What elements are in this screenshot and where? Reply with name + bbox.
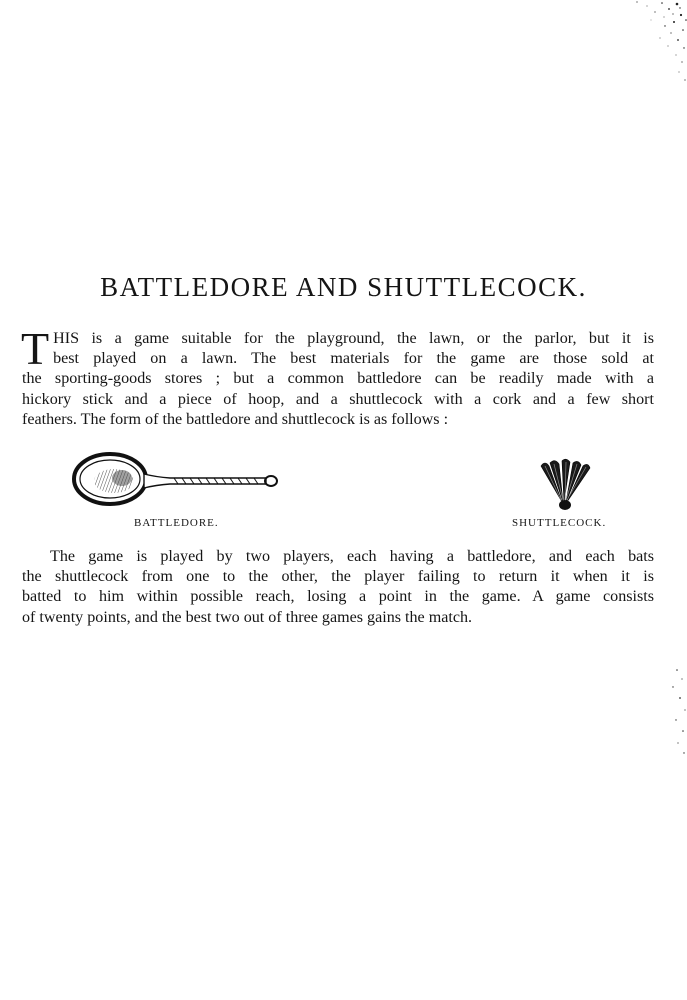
- rules-line: the shuttlecock from one to the other, the player failing to return it when it is: [22, 568, 654, 586]
- rules-paragraph: [22, 547, 654, 628]
- intro-line: the sporting-goods stores ; but a common battledore can be readily made with a: [22, 370, 654, 388]
- intro-line: HIS is a game suitable for the playground, the lawn, or the parlor, but it is: [53, 330, 654, 347]
- speckle-noise: [647, 665, 687, 760]
- intro-line: best played on a lawn. The best materials for the game are those sold at: [53, 350, 654, 368]
- intro-line: feathers. The form of the battledore and shuttlecock is as follows :: [22, 410, 449, 428]
- intro-line: hickory stick and a piece of hoop, and a shuttlecock with a cork and a few short: [22, 390, 654, 408]
- rules-line: of twenty points, and the best two out of three games gains the match.: [22, 608, 473, 626]
- page-title: BATTLEDORE AND SHUTTLECOCK.: [100, 272, 587, 302]
- intro-paragraph: [21, 323, 654, 430]
- shuttlecock-illustration: [535, 458, 595, 512]
- battledore-caption: BATTLEDORE.: [134, 517, 219, 529]
- drop-cap: T: [21, 323, 50, 374]
- rules-line: batted to him within possible reach, losing a point in the game. A game consists: [22, 588, 654, 606]
- rules-line: The game is played by two players, each having a battledore, and each bats: [50, 548, 654, 565]
- shuttlecock-caption: SHUTTLECOCK.: [512, 517, 607, 529]
- battledore-illustration: [70, 448, 280, 514]
- speckle-noise: [577, 0, 687, 90]
